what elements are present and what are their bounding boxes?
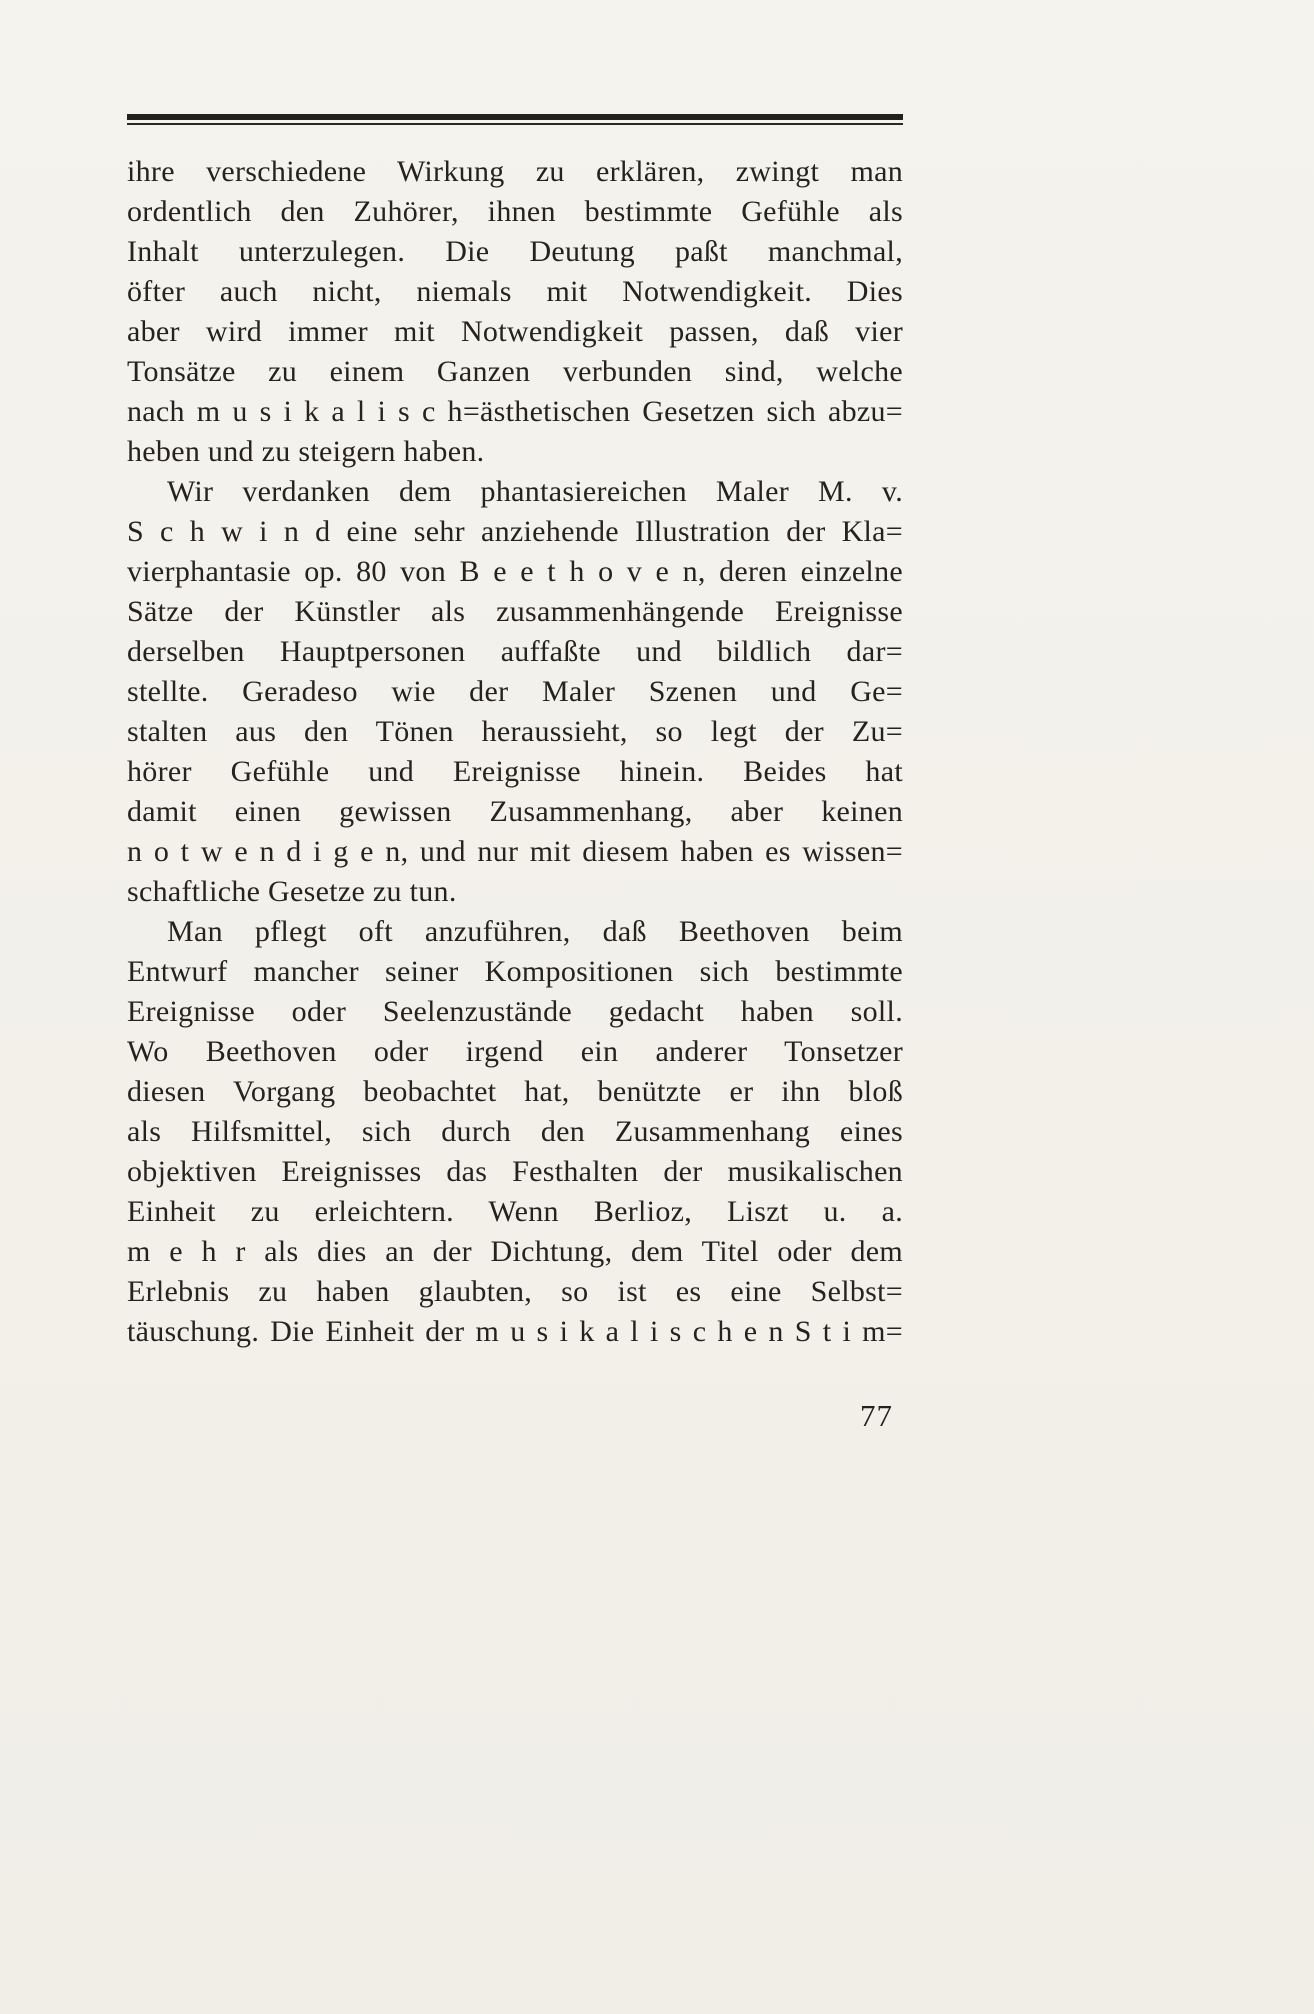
- text-line: täuschung. Die Einheit der m u s i k a l i s c h e n S t i m=: [127, 1315, 903, 1348]
- text-line: ihre verschiedene Wirkung zu erklären, zwingt man: [127, 155, 903, 188]
- text-line: heben und zu steigern haben.: [127, 435, 485, 468]
- paragraph: [127, 152, 903, 472]
- text-line: Entwurf mancher seiner Kompositionen sich bestimmte: [127, 955, 903, 988]
- text-line: objektiven Ereignisses das Festhalten der musikalischen: [127, 1155, 903, 1188]
- text-line: nach m u s i k a l i s c h=ästhetischen Gesetzen sich abzu=: [127, 395, 903, 428]
- text-line: Erlebnis zu haben glaubten, so ist es eine Selbst=: [127, 1275, 903, 1308]
- text-line: stalten aus den Tönen heraussieht, so legt der Zu=: [127, 715, 903, 748]
- text-line: vierphantasie op. 80 von B e e t h o v e n, deren einzelne: [127, 555, 903, 588]
- text-line: Wir verdanken dem phantasiereichen Maler M. v.: [167, 475, 903, 508]
- paragraph: [127, 912, 903, 1352]
- text-line: stellte. Geradeso wie der Maler Szenen und Ge=: [127, 675, 903, 708]
- paragraph: [127, 472, 903, 912]
- text-line: Einheit zu erleichtern. Wenn Berlioz, Liszt u. a.: [127, 1195, 903, 1228]
- text-line: damit einen gewissen Zusammenhang, aber keinen: [127, 795, 903, 828]
- text-block: [127, 152, 903, 1352]
- text-line: aber wird immer mit Notwendigkeit passen, daß vier: [127, 315, 903, 348]
- text-line: derselben Hauptpersonen auffaßte und bildlich dar=: [127, 635, 903, 668]
- text-line: als Hilfsmittel, sich durch den Zusammenhang eines: [127, 1115, 903, 1148]
- text-line: ordentlich den Zuhörer, ihnen bestimmte Gefühle als: [127, 195, 903, 228]
- text-line: hörer Gefühle und Ereignisse hinein. Beides hat: [127, 755, 903, 788]
- text-line: Tonsätze zu einem Ganzen verbunden sind, welche: [127, 355, 903, 388]
- text-line: diesen Vorgang beobachtet hat, benützte er ihn bloß: [127, 1075, 903, 1108]
- text-line: S c h w i n d eine sehr anziehende Illustration der Kla=: [127, 515, 903, 548]
- top-rule-thick-line: [127, 114, 903, 120]
- text-line: n o t w e n d i g e n, und nur mit diesem haben es wissen=: [127, 835, 903, 868]
- text-line: Man pflegt oft anzuführen, daß Beethoven beim: [167, 915, 903, 948]
- top-rule: [127, 114, 903, 125]
- top-rule-thin-line: [127, 123, 903, 125]
- text-line: Inhalt unterzulegen. Die Deutung paßt manchmal,: [127, 235, 903, 268]
- text-line: Wo Beethoven oder irgend ein anderer Tonsetzer: [127, 1035, 903, 1068]
- text-line: m e h r als dies an der Dichtung, dem Titel oder dem: [127, 1235, 903, 1268]
- text-line: schaftliche Gesetze zu tun.: [127, 875, 457, 908]
- text-line: Sätze der Künstler als zusammenhängende Ereignisse: [127, 595, 903, 628]
- text-line: öfter auch nicht, niemals mit Notwendigkeit. Dies: [127, 275, 903, 308]
- text-line: Ereignisse oder Seelenzustände gedacht haben soll.: [127, 995, 903, 1028]
- page-number: 77: [860, 1398, 893, 1433]
